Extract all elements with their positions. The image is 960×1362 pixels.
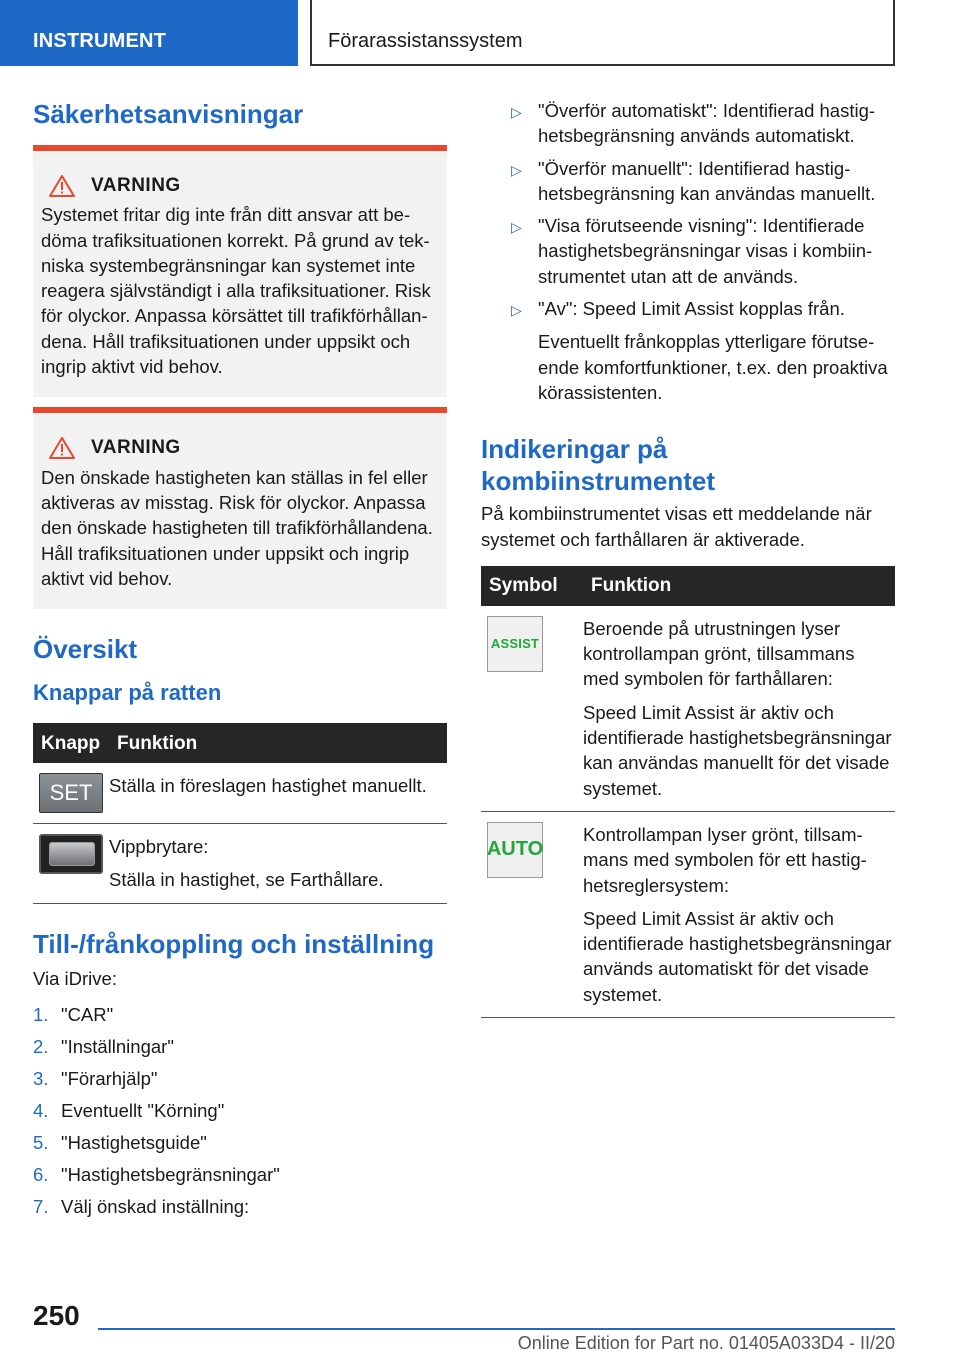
table-row xyxy=(481,606,895,812)
warning-triangle-icon xyxy=(49,175,75,197)
warning-text: Den önskade hastigheten kan ställas in fel eller aktiveras av misstag. Risk för olyckor. Anpassa den önskade hastigheten till trafikförhållandena. Håll trafiksituationen under uppsikt och ingrip aktivt vid behov. xyxy=(41,466,433,589)
step-text: "CAR" xyxy=(61,1004,114,1026)
triangle-bullet-icon: ▷ xyxy=(511,104,522,120)
step-text: "Förarhjälp" xyxy=(61,1068,158,1090)
assist-lamp-icon: ASSIST xyxy=(487,616,543,672)
list-item xyxy=(33,1063,447,1095)
table-row xyxy=(33,824,447,904)
function-text: Vippbrytare: xyxy=(109,836,209,858)
buttons-table xyxy=(33,723,447,904)
warning-header xyxy=(49,435,439,460)
function-text: Beroende på utrustningen lyser kontrollampan grönt, tillsammans med symbolen för farthållaren: xyxy=(583,617,855,690)
set-button-icon: SET xyxy=(39,773,103,813)
button-cell xyxy=(33,763,109,824)
step-text: "Hastighetsbegränsningar" xyxy=(61,1164,280,1186)
function-text: Speed Limit Assist är aktiv och identifierade hastighetsbegränsningar används automatiskt för det visade systemet. xyxy=(583,907,892,1005)
edition-text: Online Edition for Part no. 01405A033D4 - II/20 xyxy=(517,1333,895,1353)
option-text: "Överför automatiskt": Identifierad hastighetsbegränsning används automatiskt. xyxy=(538,100,876,147)
warning-text: Systemet fritar dig inte från ditt ansvar att bedöma trafiksituationen korrekt. På grund av tekniska systembegränsningar kan systemet inte reagera självständigt i alla trafiksituationer. Risk för olyckor. Anpassa körsättet till trafikförhållandena. Håll trafiksituationen under uppsikt och ingrip aktivt vid behov. xyxy=(41,204,431,378)
step-number: 6. xyxy=(33,1164,49,1186)
list-item xyxy=(33,1159,447,1191)
function-text: Ställa in föreslagen hastighet manuellt. xyxy=(109,775,427,797)
option-text: "Av": Speed Limit Assist kopplas från. xyxy=(538,298,845,320)
function-text: Speed Limit Assist är aktiv och identifierade hastighetsbegränsningar kan användas manuellt för det visade systemet. xyxy=(583,701,892,799)
buttons-subheading: Knappar på ratten xyxy=(33,680,222,706)
step-number: 3. xyxy=(33,1068,49,1090)
section-tab: INSTRUMENT xyxy=(0,0,298,66)
step-number: 7. xyxy=(33,1196,49,1218)
settings-steps-list xyxy=(33,999,447,1223)
column-header-funktion: Funktion xyxy=(109,723,447,763)
step-text: "Inställningar" xyxy=(61,1036,174,1058)
left-column xyxy=(33,98,447,1223)
indicator-heading: Indikeringar på kombiinstrumentet xyxy=(481,434,716,497)
warning-triangle-icon xyxy=(49,437,75,459)
table-header-row xyxy=(33,723,447,763)
triangle-bullet-icon: ▷ xyxy=(511,302,522,319)
warning-header xyxy=(49,173,439,198)
step-number: 1. xyxy=(33,1004,49,1026)
symbol-table xyxy=(481,566,895,1018)
step-text: Välj önskad inställning: xyxy=(61,1196,250,1218)
list-item xyxy=(481,296,895,405)
function-cell xyxy=(583,606,895,812)
triangle-bullet-icon: ▷ xyxy=(511,161,522,178)
step-number: 2. xyxy=(33,1036,49,1058)
step-text: Eventuellt "Körning" xyxy=(61,1100,225,1122)
list-item xyxy=(33,1127,447,1159)
auto-lamp-icon: AUTO xyxy=(487,822,543,878)
list-item xyxy=(33,999,447,1031)
step-number: 4. xyxy=(33,1100,49,1122)
function-text: Ställa in hastighet, se Farthållare. xyxy=(109,869,384,891)
list-item xyxy=(33,1031,447,1063)
toggle-heading: Till-/frånkoppling och inställning xyxy=(33,928,435,959)
option-text: "Visa förutseende visning": Identifierade hastighetsbegränsningar visas i kombiinstrumentet utan att de används. xyxy=(538,215,873,287)
page-header xyxy=(0,0,960,66)
symbol-cell xyxy=(481,606,583,812)
button-cell xyxy=(33,824,109,904)
overview-heading: Översikt xyxy=(33,634,138,665)
option-list xyxy=(481,98,895,405)
rocker-switch-icon xyxy=(39,834,103,874)
column-header-knapp: Knapp xyxy=(33,723,109,763)
list-item xyxy=(481,213,895,289)
footer-divider xyxy=(98,1328,895,1330)
step-text: "Hastighetsguide" xyxy=(61,1132,207,1154)
symbol-cell xyxy=(481,811,583,1017)
page-number: 250 xyxy=(33,1300,80,1331)
via-idrive-text: Via iDrive: xyxy=(33,967,117,989)
warning-label: VARNING xyxy=(91,437,181,459)
option-text: Eventuellt frånkopplas ytterligare förutseende komfortfunktioner, t.ex. den proaktiva körassistenten. xyxy=(538,331,888,403)
warning-box-1 xyxy=(33,145,447,397)
warning-box-2 xyxy=(33,407,447,609)
list-item xyxy=(33,1191,447,1223)
list-item xyxy=(481,156,895,207)
step-number: 5. xyxy=(33,1132,49,1154)
list-item xyxy=(33,1095,447,1127)
column-header-symbol: Symbol xyxy=(481,566,583,606)
table-header-row xyxy=(481,566,895,606)
warning-label: VARNING xyxy=(91,175,181,196)
right-column xyxy=(481,98,895,1018)
list-item xyxy=(481,98,895,149)
function-cell xyxy=(583,811,895,1017)
function-text: Kontrollampan lyser grönt, tillsammans med symbolen för ett hastighetsreglersystem: xyxy=(583,823,867,896)
chapter-title: Förarassistanssystem xyxy=(310,0,895,66)
column-header-funktion: Funktion xyxy=(583,566,895,606)
function-cell xyxy=(109,824,447,904)
triangle-bullet-icon: ▷ xyxy=(511,219,522,236)
option-text: "Överför manuellt": Identifierad hastighetsbegränsning kan användas manuellt. xyxy=(538,157,876,204)
safety-heading: Säkerhetsanvisningar xyxy=(33,99,304,129)
indicator-text: På kombiinstrumentet visas ett meddelande när systemet och farthållaren är aktiverade. xyxy=(481,503,872,550)
table-row xyxy=(481,811,895,1017)
table-row xyxy=(33,763,447,824)
function-cell xyxy=(109,763,447,824)
